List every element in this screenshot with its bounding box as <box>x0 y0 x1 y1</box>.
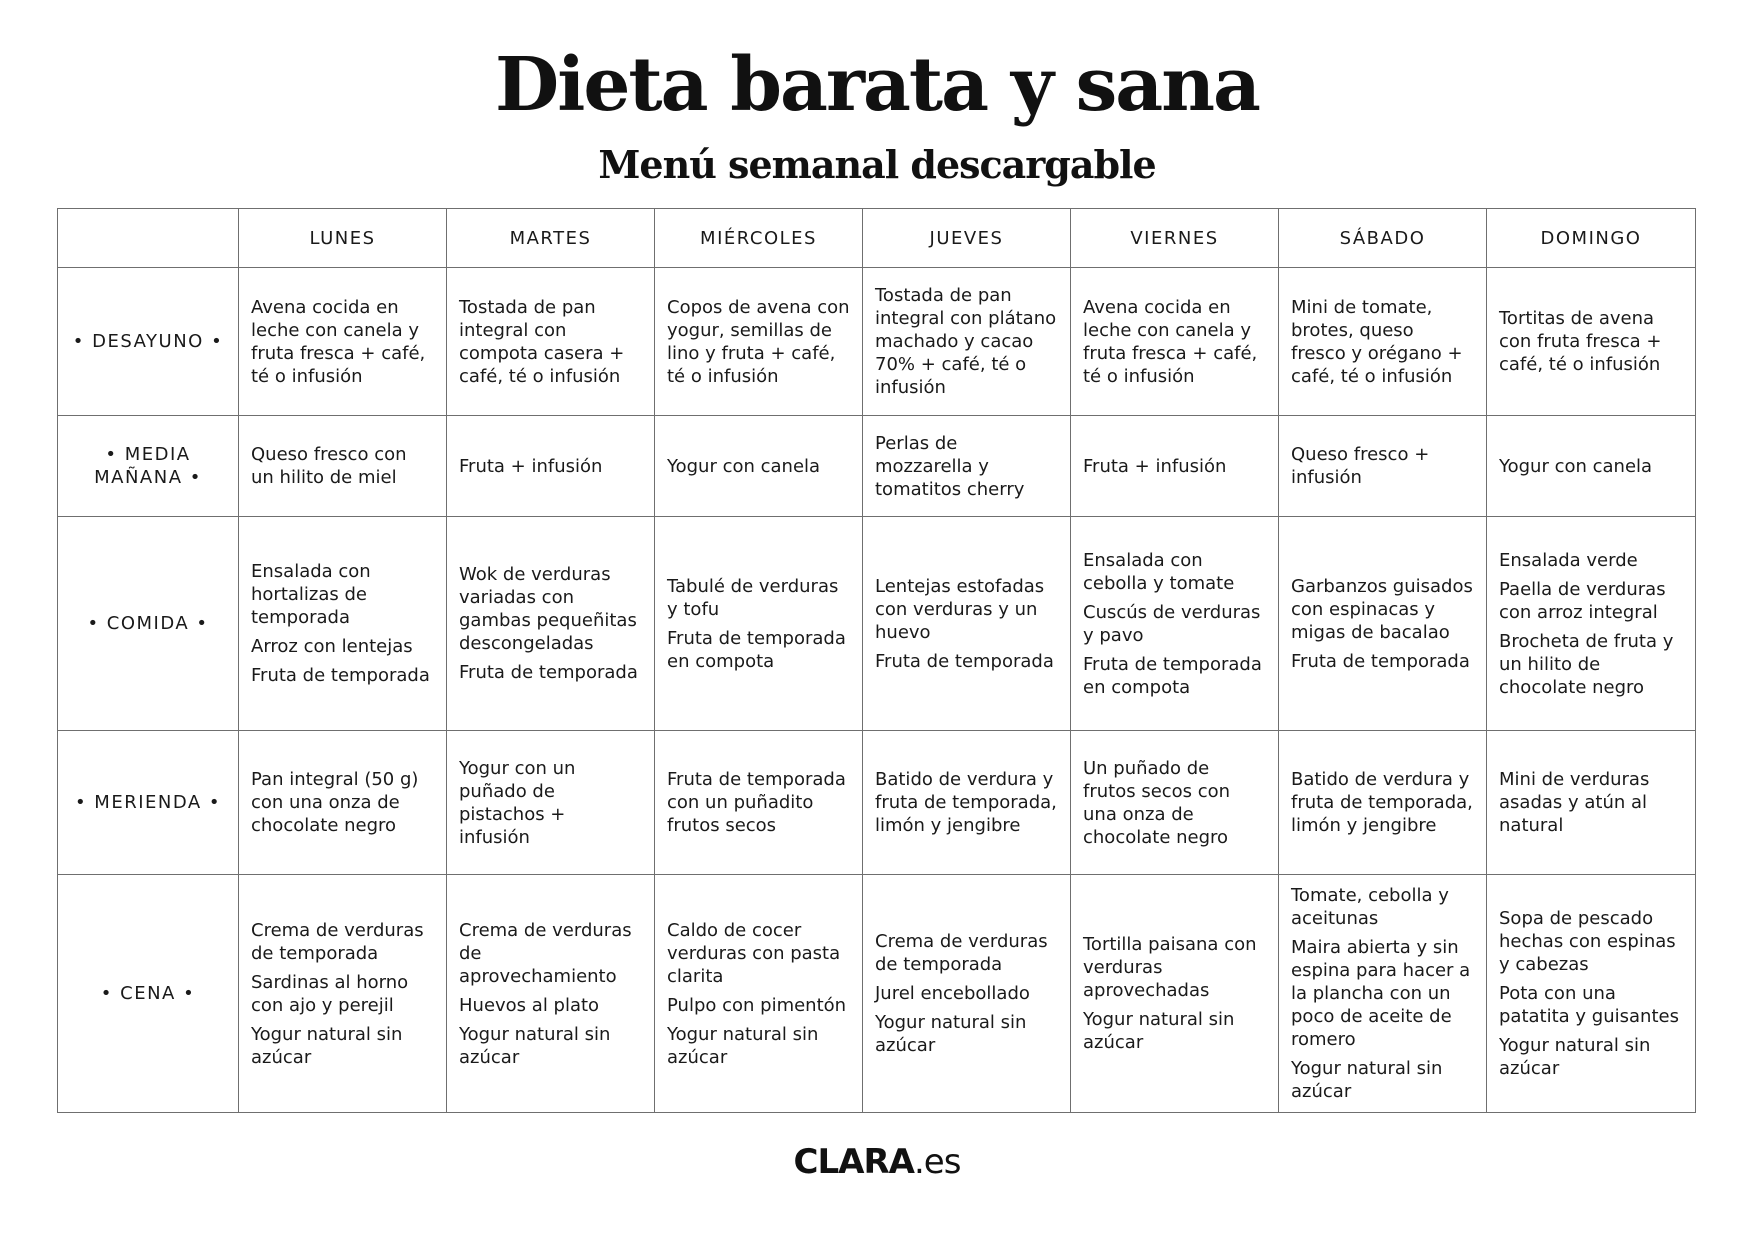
meal-item: Mini de tomate, brotes, queso fresco y orégano + café, té o infusión <box>1291 296 1463 387</box>
meal-item: Crema de verduras de temporada <box>875 931 1048 975</box>
meal-item: Yogur con canela <box>667 455 821 477</box>
meal-item: Fruta de temporada con un puñadito frutos secos <box>667 769 846 836</box>
meal-item: Maira abierta y sin espina para hacer a la plancha con un poco de aceite de romero <box>1291 937 1471 1050</box>
menu-cell <box>1487 517 1696 731</box>
meal-row-comida <box>58 517 1696 731</box>
meal-item: Yogur natural sin azúcar <box>1083 1009 1235 1053</box>
meal-item: Paella de verduras con arroz integral <box>1499 578 1666 623</box>
day-header-tuesday: MARTES <box>447 209 655 268</box>
menu-cell <box>239 517 447 731</box>
meal-item: Fruta de temporada <box>251 665 430 686</box>
meal-item: Sardinas al horno con ajo y perejil <box>251 971 409 1016</box>
meal-item: Sopa de pescado hechas con espinas y cabezas <box>1499 908 1676 975</box>
meal-item: Huevos al plato <box>459 994 600 1016</box>
meal-item: Yogur natural sin azúcar <box>1499 1035 1651 1079</box>
menu-cell <box>655 416 863 517</box>
day-header-thursday: JUEVES <box>863 209 1071 268</box>
menu-cell <box>863 875 1071 1113</box>
meal-item: Fruta de temporada <box>875 650 1054 672</box>
meal-row-media-manana <box>58 416 1696 517</box>
meal-item: Yogur con canela <box>1499 455 1653 477</box>
menu-cell <box>447 517 655 731</box>
day-header-friday: VIERNES <box>1071 209 1279 268</box>
meal-item: Ensalada con cebolla y tomate <box>1083 549 1235 594</box>
meal-item: Queso fresco con un hilito de miel <box>251 444 407 488</box>
menu-cell <box>1279 517 1487 731</box>
menu-cell <box>863 416 1071 517</box>
day-header-saturday: SÁBADO <box>1279 209 1487 268</box>
menu-cell <box>239 875 447 1113</box>
menu-cell <box>1487 268 1696 416</box>
menu-cell <box>1071 517 1279 731</box>
meal-item: Crema de verduras de aprovechamiento <box>459 919 632 987</box>
meal-item: Perlas de mozzarella y tomatitos cherry <box>875 432 1025 500</box>
menu-cell <box>655 731 863 875</box>
meal-item: Brocheta de fruta y un hilito de chocolate negro <box>1499 630 1674 698</box>
menu-cell <box>863 731 1071 875</box>
header-row <box>58 209 1696 268</box>
meal-item: Jurel encebollado <box>875 983 1030 1004</box>
menu-cell <box>1279 416 1487 517</box>
meal-item: Fruta de temporada en compota <box>667 627 846 672</box>
weekly-menu-table <box>57 208 1696 1113</box>
menu-cell <box>863 268 1071 416</box>
menu-cell <box>1071 416 1279 517</box>
menu-cell <box>1279 731 1487 875</box>
meal-item: Cuscús de verduras y pavo <box>1083 601 1261 646</box>
meal-item: Yogur con un puñado de pistachos + infusión <box>459 757 576 848</box>
menu-cell <box>239 268 447 416</box>
meal-item: Fruta + infusión <box>459 455 603 477</box>
menu-cell <box>1487 416 1696 517</box>
meal-item: Yogur natural sin azúcar <box>667 1023 819 1068</box>
meal-item: Yogur natural sin azúcar <box>251 1023 403 1068</box>
meal-item: Avena cocida en leche con canela y fruta fresca + café, té o infusión <box>251 296 426 387</box>
menu-cell <box>1487 731 1696 875</box>
meal-item: Fruta de temporada <box>459 662 638 683</box>
menu-cell <box>655 875 863 1113</box>
meal-item: Avena cocida en leche con canela y fruta fresca + café, té o infusión <box>1083 296 1258 387</box>
menu-cell <box>1071 268 1279 416</box>
meal-item: Tomate, cebolla y aceitunas <box>1291 885 1449 929</box>
menu-cell <box>447 731 655 875</box>
menu-cell <box>655 268 863 416</box>
menu-cell <box>447 416 655 517</box>
menu-cell <box>1279 268 1487 416</box>
meal-item: Fruta + infusión <box>1083 455 1227 477</box>
meal-item: Wok de verduras variadas con gambas pequeñitas descongeladas <box>459 564 637 654</box>
meal-row-merienda <box>58 731 1696 875</box>
meal-item: Caldo de cocer verduras con pasta clarita <box>667 919 841 987</box>
meal-item: Yogur natural sin azúcar <box>875 1012 1027 1056</box>
meal-item: Batido de verdura y fruta de temporada, limón y jengibre <box>875 769 1057 836</box>
day-header-monday: LUNES <box>239 209 447 268</box>
corner-cell <box>58 209 239 268</box>
menu-cell <box>863 517 1071 731</box>
meal-item: Arroz con lentejas <box>251 636 413 657</box>
meal-item: Garbanzos guisados con espinacas y migas de bacalao <box>1291 575 1473 643</box>
day-header-sunday: DOMINGO <box>1487 209 1696 268</box>
meal-item: Fruta de temporada <box>1291 650 1470 672</box>
meal-row-cena <box>58 875 1696 1113</box>
menu-cell <box>1487 875 1696 1113</box>
menu-cell <box>1071 875 1279 1113</box>
meal-item: Ensalada verde <box>1499 549 1638 571</box>
meal-item: Tortitas de avena con fruta fresca + café, té o infusión <box>1499 308 1662 375</box>
row-label-cena: • CENA • <box>58 875 239 1113</box>
meal-item: Lentejas estofadas con verduras y un huevo <box>875 575 1045 643</box>
page-title: Dieta barata y sana <box>495 42 1259 128</box>
menu-cell <box>1279 875 1487 1113</box>
meal-item: Mini de verduras asadas y atún al natural <box>1499 769 1650 836</box>
meal-item: Tortilla paisana con verduras aprovechadas <box>1083 934 1257 1001</box>
meal-item: Crema de verduras de temporada <box>251 919 424 964</box>
meal-item: Pan integral (50 g) con una onza de chocolate negro <box>251 769 419 836</box>
logo-domain: .es <box>913 1142 961 1182</box>
meal-item: Ensalada con hortalizas de temporada <box>251 561 371 628</box>
menu-cell <box>1071 731 1279 875</box>
menu-cell <box>447 268 655 416</box>
page-subtitle: Menú semanal descargable <box>598 142 1156 187</box>
meal-row-desayuno <box>58 268 1696 416</box>
meal-item: Fruta de temporada en compota <box>1083 653 1262 698</box>
meal-item: Queso fresco + infusión <box>1291 444 1430 488</box>
meal-item: Tabulé de verduras y tofu <box>667 575 839 620</box>
row-label-media-manana: • MEDIA MAÑANA • <box>58 416 239 517</box>
row-label-merienda: • MERIENDA • <box>58 731 239 875</box>
menu-cell <box>655 517 863 731</box>
menu-cell <box>447 875 655 1113</box>
meal-item: Tostada de pan integral con plátano machado y cacao 70% + café, té o infusión <box>875 285 1057 398</box>
menu-cell <box>239 416 447 517</box>
logo-brand: CLARA <box>793 1142 914 1182</box>
menu-cell <box>239 731 447 875</box>
row-label-comida: • COMIDA • <box>58 517 239 731</box>
meal-item: Un puñado de frutos secos con una onza de chocolate negro <box>1083 757 1231 848</box>
meal-item: Batido de verdura y fruta de temporada, limón y jengibre <box>1291 769 1473 836</box>
clara-logo <box>0 1140 1754 1184</box>
day-header-wednesday: MIÉRCOLES <box>655 209 863 268</box>
meal-item: Yogur natural sin azúcar <box>1291 1058 1443 1102</box>
meal-item: Pulpo con pimentón <box>667 994 847 1016</box>
meal-item: Pota con una patatita y guisantes <box>1499 983 1679 1027</box>
row-label-desayuno: • DESAYUNO • <box>58 268 239 416</box>
meal-item: Copos de avena con yogur, semillas de lino y fruta + café, té o infusión <box>667 296 850 387</box>
meal-item: Tostada de pan integral con compota casera + café, té o infusión <box>459 296 625 387</box>
meal-item: Yogur natural sin azúcar <box>459 1023 611 1068</box>
